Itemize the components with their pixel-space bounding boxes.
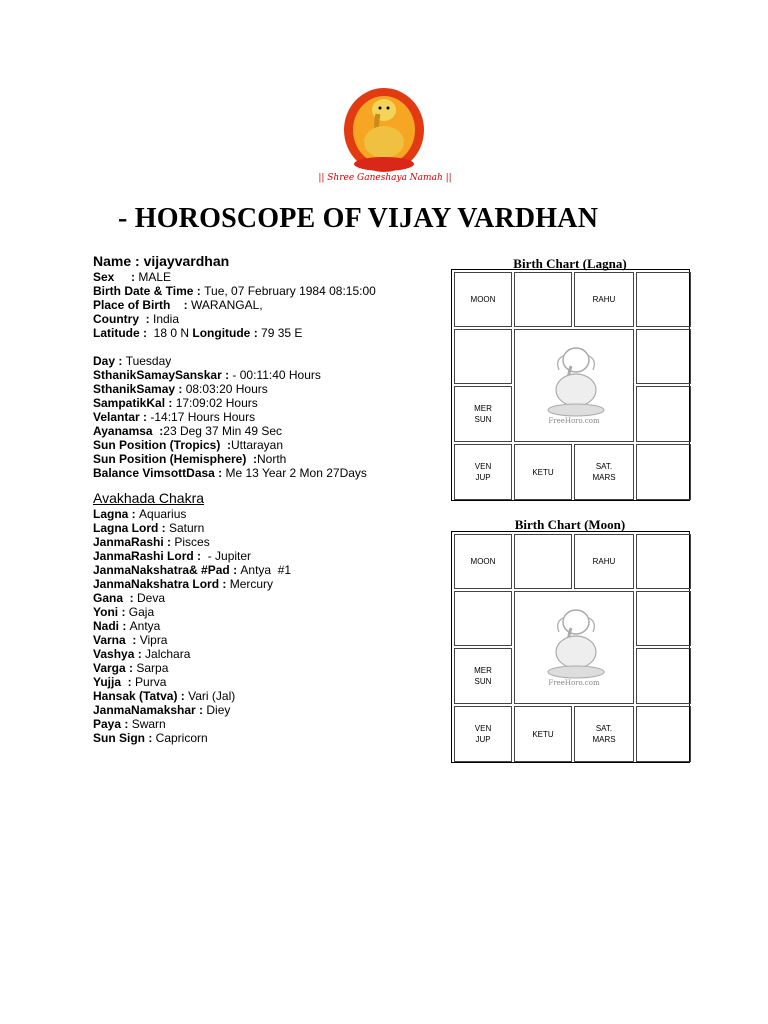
planet-label: JUP [475, 473, 491, 482]
info-label: Velantar : [93, 410, 151, 424]
chart-house-cell [514, 706, 572, 762]
planet-label: VEN [474, 724, 492, 733]
chart-house-cell [514, 444, 572, 500]
info-label: Hansak (Tatva) : [93, 689, 189, 703]
info-label: Balance VimsottDasa : [93, 466, 226, 480]
details-panel [93, 253, 443, 745]
latitude-value: 18 0 N [153, 326, 193, 340]
info-value: India [153, 312, 180, 326]
info-label: SthanikSamay : [93, 382, 186, 396]
info-row [93, 591, 443, 605]
info-label: Vashya : [93, 647, 146, 661]
page-title: - HOROSCOPE OF VIJAY VARDHAN [118, 203, 599, 234]
chart-house-cell [454, 386, 512, 442]
info-row [93, 717, 443, 731]
chart-house-cell [574, 444, 634, 500]
chart-house-cell [454, 648, 512, 704]
info-label: Place of Birth : [93, 298, 192, 312]
caption-shree-ganeshaya: || Shree Ganeshaya Namah || [318, 173, 452, 183]
longitude-label: Longitude : [192, 326, 262, 340]
info-label: Lagna Lord : [93, 521, 169, 535]
info-value: Purva [135, 675, 167, 689]
info-label: Sun Position (Tropics) : [93, 438, 231, 452]
chart-house-cell [636, 272, 691, 327]
info-value: Saturn [169, 521, 205, 535]
planet-label: MER [474, 666, 492, 675]
ganesha-watermark-icon [541, 600, 611, 680]
chart-house-cell [574, 272, 634, 327]
planet-label: KETU [532, 467, 554, 477]
info-value: Tuesday [125, 354, 172, 368]
avakhada-rows [93, 507, 443, 745]
info-row [93, 647, 443, 661]
planet-label: RAHU [592, 557, 616, 566]
planet-label: MOON [470, 295, 496, 304]
info-value: Tue, 07 February 1984 08:15:00 [204, 284, 376, 298]
info-value: - Jupiter [207, 549, 252, 563]
planet-label: RAHU [592, 295, 616, 304]
info-row [93, 382, 443, 396]
info-row [93, 549, 443, 563]
info-row [93, 605, 443, 619]
lagna-chart-title: Birth Chart (Lagna) [513, 256, 627, 271]
watermark-text: FreeHoro.com [548, 417, 600, 425]
info-label: Varga : [93, 661, 137, 675]
chart-house-cell [636, 329, 691, 384]
chart-house-cell [514, 272, 572, 327]
info-row [93, 661, 443, 675]
info-label: Sex : [93, 270, 139, 284]
planet-label: MOON [470, 557, 496, 566]
info-row [93, 396, 443, 410]
chart-house-cell [636, 591, 691, 646]
planet-label: MER [474, 404, 492, 413]
info-value: Swarn [131, 717, 166, 731]
info-row [93, 368, 443, 382]
avakhada-title: Avakhada Chakra [93, 490, 205, 506]
info-row [93, 270, 443, 284]
info-value: Capricorn [155, 731, 208, 745]
info-value: Gaja [128, 605, 155, 619]
info-label: Day : [93, 354, 126, 368]
planet-label: MARS [592, 735, 616, 744]
info-label: SthanikSamaySanskar : [93, 368, 233, 382]
planet-label: JUP [475, 735, 491, 744]
watermark-text: FreeHoro.com [548, 679, 600, 687]
latitude-label: Latitude : [93, 326, 154, 340]
planet-label: MARS [592, 473, 616, 482]
info-label: JanmaNakshatra Lord : [93, 577, 230, 591]
planet-label: KETU [532, 729, 554, 739]
info-row [93, 689, 443, 703]
chart-house-cell [454, 444, 512, 500]
info-label: Nadi : [93, 619, 130, 633]
info-row [93, 466, 443, 480]
info-value: 23 Deg 37 Min 49 Sec [163, 424, 283, 438]
info-label: Gana : [93, 591, 138, 605]
info-label: Sun Sign : [93, 731, 156, 745]
chart-house-cell [454, 591, 512, 646]
chart-center-watermark [514, 591, 634, 704]
info-value: -14:17 Hours Hours [150, 410, 256, 424]
info-value: Mercury [229, 577, 274, 591]
lat-long-row [93, 326, 443, 340]
info-value: North [257, 452, 287, 466]
info-value: Antya [129, 619, 161, 633]
info-value: 08:03:20 Hours [185, 382, 268, 396]
info-value: Jalchara [145, 647, 191, 661]
info-row [93, 521, 443, 535]
info-label: JanmaRashi : [93, 535, 175, 549]
info-label: Country : [93, 312, 153, 326]
chart-house-cell [454, 272, 512, 327]
info-row [93, 410, 443, 424]
info-value: Vipra [139, 633, 168, 647]
chart-house-cell [454, 329, 512, 384]
chart-house-cell [454, 706, 512, 762]
info-label: Yujja : [93, 675, 136, 689]
lagna-chart [451, 269, 690, 501]
info-row [93, 619, 443, 633]
planet-label: SUN [474, 415, 492, 424]
chart-house-cell [574, 534, 634, 589]
info-label: JanmaNamakshar : [93, 703, 207, 717]
planet-label: VEN [474, 462, 492, 471]
moon-chart [451, 531, 690, 763]
info-value: - 00:11:40 Hours [232, 368, 321, 382]
info-label: Varna : [93, 633, 140, 647]
info-row [93, 731, 443, 745]
info-value: Uttarayan [231, 438, 284, 452]
chart-house-cell [636, 706, 691, 762]
info-value: Diey [206, 703, 231, 717]
spacer [93, 340, 443, 354]
info-label: SampatikKal : [93, 396, 176, 410]
info-row [93, 633, 443, 647]
info-row [93, 675, 443, 689]
info-label: Sun Position (Hemisphere) : [93, 452, 258, 466]
chart-house-cell [636, 534, 691, 589]
chart-house-cell [636, 386, 691, 442]
info-row [93, 577, 443, 591]
info-value: 17:09:02 Hours [175, 396, 258, 410]
details-rows-1 [93, 270, 443, 326]
info-row [93, 354, 443, 368]
info-row [93, 507, 443, 521]
longitude-value: 79 35 E [261, 326, 303, 340]
info-label: JanmaRashi Lord : [93, 549, 208, 563]
info-value: Sarpa [136, 661, 169, 675]
info-row [93, 312, 443, 326]
chart-house-cell [454, 534, 512, 589]
name-row [93, 253, 443, 269]
info-value: Vari (Jal) [188, 689, 236, 703]
info-row [93, 424, 443, 438]
chart-house-cell [574, 706, 634, 762]
info-label: JanmaNakshatra& #Pad : [93, 563, 241, 577]
info-label: Lagna : [93, 507, 140, 521]
planet-label: SAT. [595, 724, 613, 733]
planet-label: SUN [474, 677, 492, 686]
info-row [93, 284, 443, 298]
info-value: Me 13 Year 2 Mon 27Days [225, 466, 367, 480]
info-value: Pisces [174, 535, 210, 549]
info-value: Aquarius [139, 507, 187, 521]
info-row [93, 563, 443, 577]
chart-house-cell [514, 534, 572, 589]
info-label: Yoni : [93, 605, 129, 619]
info-row [93, 438, 443, 452]
ganesha-watermark-icon [541, 338, 611, 418]
chart-house-cell [636, 648, 691, 704]
details-rows-2 [93, 354, 443, 480]
name-value: vijayvardhan [143, 253, 230, 269]
info-value: Deva [137, 591, 166, 605]
name-label: Name : [93, 253, 144, 269]
info-value: WARANGAL, [191, 298, 263, 312]
info-label: Birth Date & Time : [93, 284, 205, 298]
info-row [93, 535, 443, 549]
info-row [93, 452, 443, 466]
info-label: Paya : [93, 717, 132, 731]
chart-house-cell [636, 444, 691, 500]
info-label: Ayanamsa : [93, 424, 164, 438]
info-value: Antya #1 [240, 563, 292, 577]
info-row [93, 298, 443, 312]
chart-center-watermark [514, 329, 634, 442]
moon-chart-title: Birth Chart (Moon) [514, 517, 626, 532]
planet-label: SAT. [595, 462, 613, 471]
ganesha-logo [338, 84, 430, 176]
info-row [93, 703, 443, 717]
info-value: MALE [138, 270, 172, 284]
